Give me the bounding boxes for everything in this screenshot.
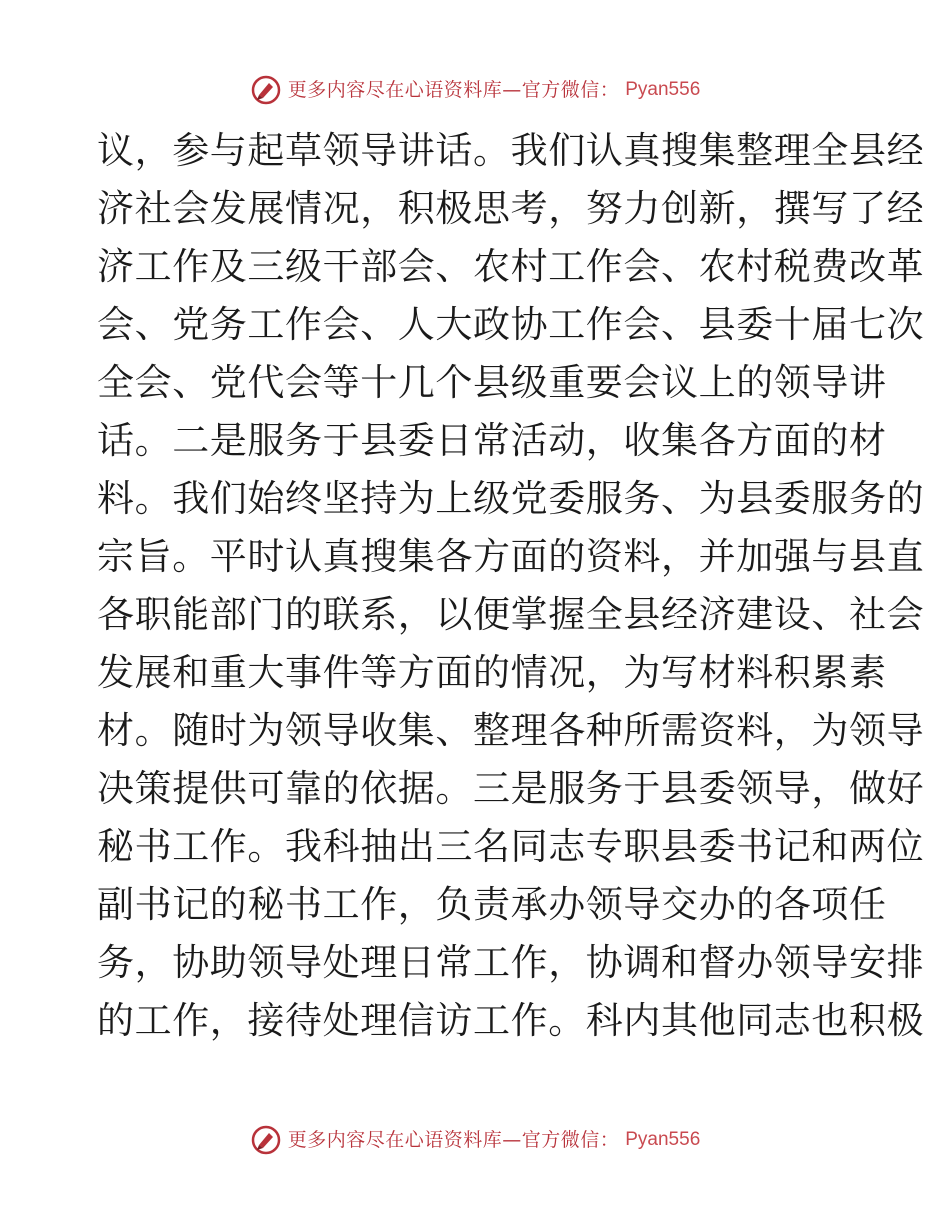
text-line: 宗旨。平时认真搜集各方面的资料，并加强与县直 xyxy=(97,535,925,578)
watermark-wechat-id: Pyan556 xyxy=(625,79,701,100)
text-line: 发展和重大事件等方面的情况，为写材料积累素 xyxy=(97,651,887,694)
text-line: 的工作，接待处理信访工作。科内其他同志也积极 xyxy=(97,999,925,1042)
text-line: 各职能部门的联系，以便掌握全县经济建设、社会 xyxy=(97,593,925,636)
footer-watermark xyxy=(0,1124,950,1156)
brand-logo-icon xyxy=(250,74,282,106)
brand-logo-icon xyxy=(250,1124,282,1156)
watermark-text: 更多内容尽在心语资料库—官方微信： xyxy=(287,1129,620,1151)
text-line: 济工作及三级干部会、农村工作会、农村税费改革 xyxy=(97,245,925,288)
header-watermark xyxy=(0,74,950,106)
text-line: 料。我们始终坚持为上级党委服务、为县委服务的 xyxy=(97,477,925,520)
text-line: 议，参与起草领导讲话。我们认真搜集整理全县经 xyxy=(97,129,925,172)
text-line: 务，协助领导处理日常工作，协调和督办领导安排 xyxy=(97,941,925,984)
text-line: 秘书工作。我科抽出三名同志专职县委书记和两位 xyxy=(97,825,925,868)
text-line: 决策提供可靠的依据。三是服务于县委领导，做好 xyxy=(97,767,925,810)
watermark-wechat-id: Pyan556 xyxy=(625,1129,701,1150)
text-line: 全会、党代会等十几个县级重要会议上的领导讲 xyxy=(97,361,887,404)
text-line: 济社会发展情况，积极思考，努力创新，撰写了经 xyxy=(97,187,925,230)
text-line: 会、党务工作会、人大政协工作会、县委十届七次 xyxy=(97,303,925,346)
watermark-text: 更多内容尽在心语资料库—官方微信： xyxy=(287,79,620,101)
document-body xyxy=(97,122,925,1050)
text-line: 话。二是服务于县委日常活动，收集各方面的材 xyxy=(97,419,887,462)
text-line: 材。随时为领导收集、整理各种所需资料，为领导 xyxy=(97,709,925,752)
text-line: 副书记的秘书工作，负责承办领导交办的各项任 xyxy=(97,883,887,926)
